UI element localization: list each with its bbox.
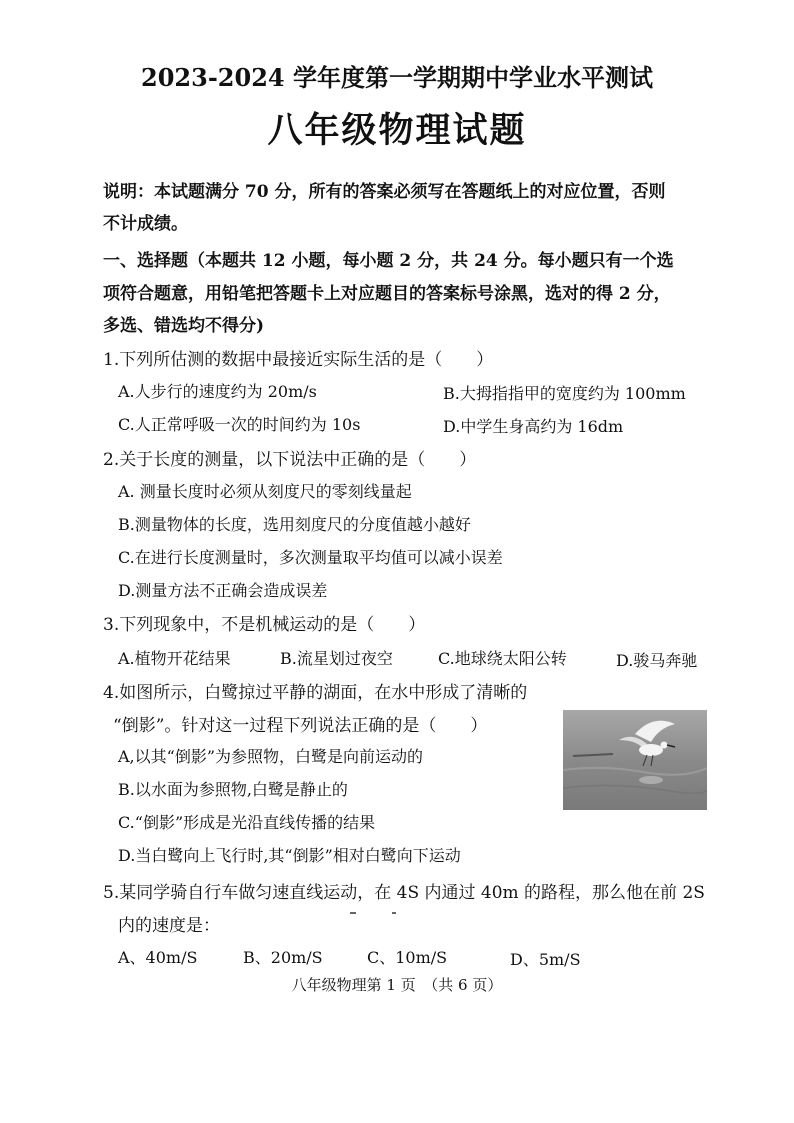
question-2-option-c: C.在进行长度测量时，多次测量取平均值可以减小误差 bbox=[118, 548, 503, 567]
question-3-option-a: A.植物开花结果 bbox=[118, 649, 231, 668]
scan-speck bbox=[350, 912, 356, 914]
section-1-header-line-2: 项符合题意，用铅笔把答题卡上对应题目的答案标号涂黑，选对的得 2 分， bbox=[103, 284, 671, 304]
instructions-line-1: 说明：本试题满分 70 分，所有的答案必须写在答题纸上的对应位置，否则 bbox=[103, 182, 666, 202]
question-5-stem-continued: 内的速度是： bbox=[118, 916, 220, 936]
question-1-option-c: C.人正常呼吸一次的时间约为 10s bbox=[118, 415, 361, 434]
question-3-option-d: D.骏马奔驰 bbox=[616, 651, 698, 670]
exam-title: 2023-2024 学年度第一学期期中学业水平测试 bbox=[141, 63, 653, 92]
exam-subtitle: 八年级物理试题 bbox=[267, 110, 527, 151]
question-1-option-d: D.中学生身高约为 16dm bbox=[443, 417, 624, 436]
egret-over-water-image bbox=[563, 710, 707, 810]
question-1-option-b: B.大拇指指甲的宽度约为 100mm bbox=[443, 384, 686, 403]
question-1-stem: 1.下列所估测的数据中最接近实际生活的是（ ） bbox=[103, 350, 494, 370]
instructions-line-2: 不计成绩。 bbox=[103, 214, 188, 234]
egret-photo bbox=[563, 710, 707, 810]
question-5-option-c: C、10m/S bbox=[367, 948, 448, 967]
question-2-option-a: A. 测量长度时必须从刻度尺的零刻线量起 bbox=[118, 482, 412, 501]
question-5-option-b: B、20m/S bbox=[243, 948, 323, 967]
question-4-stem-continued: “倒影”。针对这一过程下列说法正确的是（ ） bbox=[113, 716, 488, 736]
question-2-option-b: B.测量物体的长度，选用刻度尺的分度值越小越好 bbox=[118, 515, 471, 534]
question-2-stem: 2.关于长度的测量，以下说法中正确的是（ ） bbox=[103, 450, 477, 470]
question-5-stem: 5.某同学骑自行车做匀速直线运动，在 4S 内通过 40m 的路程，那么他在前 2S bbox=[103, 883, 705, 903]
question-5-option-d: D、5m/S bbox=[510, 950, 581, 969]
question-3-stem: 3.下列现象中，不是机械运动的是（ ） bbox=[103, 615, 426, 635]
question-3-option-b: B.流星划过夜空 bbox=[280, 649, 393, 668]
question-5-option-a: A、40m/S bbox=[118, 948, 198, 967]
question-1-option-a: A.人步行的速度约为 20m/s bbox=[118, 382, 317, 401]
question-4-option-a: A,以其“倒影”为参照物，白鹭是向前运动的 bbox=[118, 747, 424, 766]
question-3-option-c: C.地球绕太阳公转 bbox=[438, 649, 567, 668]
question-4-option-b: B.以水面为参照物,白鹭是静止的 bbox=[118, 780, 348, 799]
section-1-header-line-3: 多选、错选均不得分) bbox=[103, 316, 265, 336]
question-2-option-d: D.测量方法不正确会造成误差 bbox=[118, 581, 328, 600]
question-4-option-c: C.“倒影”形成是光沿直线传播的结果 bbox=[118, 813, 376, 832]
section-1-header-line-1: 一、选择题（本题共 12 小题，每小题 2 分，共 24 分。每小题只有一个选 bbox=[103, 251, 674, 271]
scan-speck bbox=[392, 912, 396, 914]
question-4-stem: 4.如图所示，白鹭掠过平静的湖面，在水中形成了清晰的 bbox=[103, 683, 528, 703]
question-4-option-d: D.当白鹭向上飞行时,其“倒影”相对白鹭向下运动 bbox=[118, 846, 461, 865]
page-footer: 八年级物理第 1 页 （共 6 页） bbox=[291, 976, 503, 994]
